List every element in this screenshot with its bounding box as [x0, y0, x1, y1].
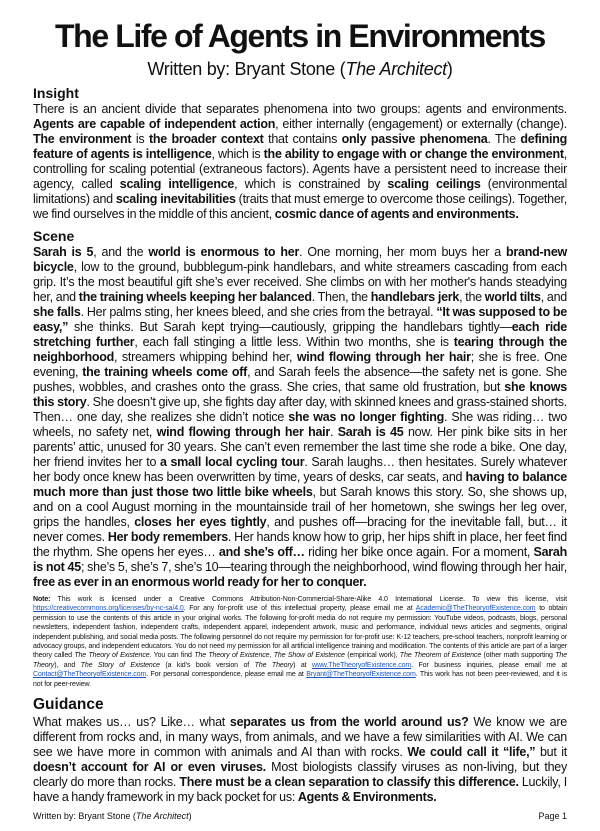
bold-text: Sarah is not 45	[33, 545, 567, 574]
bold-text: each ride stretching further	[33, 320, 568, 349]
link[interactable]: https://creativecommons.org/licenses/by-nc-sa/4.0	[33, 605, 184, 613]
byline-alias: The Architect	[345, 59, 447, 79]
bold-text: Her body remembers	[107, 530, 228, 544]
text-run: , streamers whipping behind her,	[114, 350, 297, 364]
bold-text: world is enormous to her	[148, 245, 300, 259]
text-run: We know we are different from rocks and, in many ways, from animals, and we have a few similarities with AI. We can see we have more in common with animals and AI than with rocks.	[33, 715, 567, 760]
bold-text: defining feature of agents is intelligence	[33, 132, 567, 161]
text-run: , each fall stinging a little less. Within two months, she is	[134, 335, 454, 349]
text-run: , low to the ground, bubblegum-pink handlebars, and white streamers cascading from each grip. It’s the most beautiful gift she’s ever received. She climbs on with her mother's hands steadying her, and	[33, 260, 567, 304]
footer-alias: The Architect	[135, 811, 189, 822]
text-run: to obtain permission to use the contents of this article in your original works. The following for-profit media do not require my permission: YouTube videos, podcasts, blogs, personal newsletters, independent fashion, independent crafts, independent apparel, independent artwork, music and performance, individual news articles and segments, original independent publishing, and social media posts. The following personnel do not require my permission for for-profit use: K-12 teachers, pre-school teachers, nonprofit learning or advocacy groups, and independent educators. You do not need my permission for all artificial intelligence training and modification. The contents of this article are part of a larger theory called	[33, 605, 567, 660]
bold-text: The environment	[33, 132, 132, 146]
text-run: , which is	[211, 147, 264, 161]
italic-text: The Theory of Existence	[194, 652, 270, 660]
text-run: What makes us… us? Like… what	[33, 715, 230, 730]
bold-text: wind flowing through her hair	[156, 425, 331, 439]
text-run: . Then, the	[311, 290, 371, 304]
byline-prefix: Written by: Bryant Stone (	[147, 59, 346, 79]
bold-text: scaling intelligence	[119, 177, 235, 191]
text-run: . One morning, her mom buys her a	[299, 245, 507, 259]
text-run: , controlling for scaling potential (extraneous factors). Agents have a persistent need to increase their agency, called	[33, 147, 567, 191]
bold-text: tearing through the neighborhood	[33, 335, 567, 364]
guidance-paragraph	[33, 715, 567, 805]
section-heading-insight: Insight	[33, 85, 79, 101]
bold-text: and she’s off…	[218, 545, 305, 559]
section-heading-guidance: Guidance	[33, 696, 104, 714]
text-run: . She doesn’t give up, she fights day after day, with skinned knees and grass-stained shorts. Then… one day, she realizes she didn’t notice	[33, 395, 567, 424]
text-run: . For personal correspondence, please email me at	[146, 671, 307, 679]
bold-text: she knows this story	[33, 380, 567, 409]
text-run: now. Her pink bike sits in her parents’ attic, unused for 30 years. She can’t even remember the last time she rode a bike. One day, her friend invites her to	[33, 425, 568, 469]
bold-text: Agents are capable of independent action	[33, 117, 276, 131]
bold-text: she was no longer fighting	[288, 410, 444, 424]
text-run: Most biologists classify viruses as non-living, but they clearly do more than rocks.	[33, 760, 567, 790]
bold-text: a small local cycling tour	[159, 455, 305, 469]
document-title: The Life of Agents in Environments	[55, 18, 545, 54]
text-run: ), and	[54, 661, 81, 669]
link[interactable]: www.TheTheoryofExistence.com	[312, 661, 412, 669]
bold-text: the training wheels keeping her balanced	[78, 290, 312, 304]
text-run: , the	[459, 290, 485, 304]
bold-text: doesn’t account for AI or even viruses.	[33, 760, 266, 775]
text-run: . Her palms sting, her knees bleed, and she cries from the betrayal.	[80, 305, 437, 319]
link[interactable]: Bryant@TheTheoryofExistence.com	[306, 671, 416, 679]
text-run: ,	[269, 652, 274, 660]
italic-text: The Show of Existence	[273, 652, 345, 660]
link[interactable]: Contact@TheTheoryofExistence.com	[33, 671, 147, 679]
section-heading-scene: Scene	[33, 228, 75, 244]
license-note	[33, 595, 567, 689]
footer-byline	[33, 811, 192, 821]
text-run: but it	[535, 745, 567, 760]
bold-text: world tilts	[484, 290, 541, 304]
bold-text: having to balance much more than just those two little bike wheels	[33, 470, 567, 499]
bold-text: brand-new bicycle	[33, 245, 567, 274]
page-footer	[33, 811, 567, 821]
text-run: riding her bike once again. For a moment,	[304, 545, 534, 559]
text-run: , and Sarah feels the absence—the safety net is gone. She pushes, wobbles, and crashes onto the grass. She cries, that same old frustration, but	[33, 365, 568, 394]
link[interactable]: Academic@TheTheoryofExistence.com	[415, 605, 536, 613]
text-run: . The	[487, 132, 521, 146]
scene-paragraph	[33, 245, 567, 590]
text-run: . You can find	[149, 652, 195, 660]
page-number: Page 1	[538, 811, 567, 822]
text-run: . This work has not been peer-reviewed, and it is not for peer-review.	[33, 671, 567, 688]
text-run: that contains	[263, 132, 342, 146]
text-run: There is an ancient divide that separates phenomena into two groups: agents and environments.	[33, 102, 567, 116]
bold-text: We could call it “life,”	[407, 745, 536, 760]
text-run: . For business inquiries, please email me at	[411, 661, 568, 669]
bold-text: separates us from the world around us?	[229, 715, 469, 730]
bold-text: the training wheels come off	[82, 365, 248, 379]
text-run: ; she is free. One evening,	[33, 350, 567, 379]
text-run: she thinks. But Sarah kept trying—cautiously, gripping the handlebars tightly—	[68, 320, 512, 334]
text-run: (a kid’s book version of	[159, 661, 255, 669]
bold-text: scaling ceilings	[387, 177, 481, 191]
bold-text: cosmic dance of agents and environments.	[274, 207, 519, 221]
text-run: (empirical work),	[344, 652, 400, 660]
text-run: . Sarah laughs… then hesitates. Surely whatever her body once knew has been overwritten by time, years of desks, car seats, and	[33, 455, 567, 484]
bold-text: Note:	[33, 596, 51, 603]
bold-text: the broader context	[148, 132, 264, 146]
insight-paragraph	[33, 102, 567, 222]
byline-suffix: )	[446, 59, 453, 79]
bold-text: handlebars jerk	[370, 290, 460, 304]
byline-wrap	[33, 58, 567, 80]
text-run: , and the	[93, 245, 149, 259]
text-run: , but Sarah knows this story. So, she shows up, and on a cool August morning in the mountainside trail of her hometown, she swings her leg over, grips the handles,	[33, 485, 567, 529]
italic-text: The Story of Existence	[80, 661, 160, 669]
document-header	[33, 16, 567, 56]
bold-text: scaling inevitabilities	[115, 192, 236, 206]
text-run: , and pushes off—bracing for the inevitable fall, but… it never comes.	[33, 515, 567, 544]
text-run: ) at	[293, 661, 312, 669]
italic-text: The Theory of Existence	[74, 652, 150, 660]
byline	[147, 59, 452, 79]
bold-text: Sarah is 45	[337, 425, 404, 439]
text-run: , which is constrained by	[234, 177, 388, 191]
footer-suffix: )	[188, 811, 192, 822]
document-body	[33, 84, 567, 805]
text-run: (environmental limitations) and	[33, 177, 567, 206]
bold-text: only passive phenomena	[341, 132, 488, 146]
text-run: (traits that must emerge to overcome those ceilings). Together, we find ourselves in the middle of this ancient,	[33, 192, 567, 221]
text-run: . For any for-profit use of this intellectual property, please email me at	[183, 605, 416, 613]
bold-text: There must be a clean separation to classify this difference.	[179, 775, 519, 790]
footer-prefix: Written by: Bryant Stone (	[33, 811, 136, 822]
italic-text: The Theory	[33, 652, 568, 669]
text-run: .	[330, 425, 338, 439]
bold-text: closes her eyes tightly	[134, 515, 267, 529]
text-run: , either internally (engagement) or externally (change).	[275, 117, 567, 131]
bold-text: she falls	[33, 305, 81, 319]
bold-text: Sarah is 5	[33, 245, 94, 259]
bold-text: wind flowing through her hair	[296, 350, 471, 364]
italic-text: The Theorem of Existence	[399, 652, 482, 660]
text-run: This work is licensed under a Creative Commons Attribution-Non-Commercial-Share-Alike 4.0 International License. To view this license, visit	[50, 596, 567, 603]
text-run: , and	[540, 290, 568, 304]
text-run: Luckily, I have a handy framework in my back pocket for us:	[33, 775, 568, 805]
bold-text: Agents & Environments.	[297, 790, 437, 805]
italic-text: The Theory	[254, 661, 294, 669]
text-run: (other math supporting	[481, 652, 556, 660]
text-run: . Her hands know how to grip, her hips shift in place, her feet find the rhythm. She opens her eyes…	[33, 530, 567, 559]
text-run: is	[131, 132, 149, 146]
bold-text: free as ever in an enormous world ready for her to conquer.	[33, 575, 367, 589]
bold-text: the ability to engage with or change the environment	[263, 147, 564, 161]
text-run: . She was riding… two wheels, no safety net,	[33, 410, 568, 439]
text-run: ; she’s 5, she’s 7, she’s 10—tearing through the neighborhood, wind flowing through her hair,	[80, 560, 567, 574]
bold-text: “It was supposed to be easy,”	[33, 305, 567, 334]
